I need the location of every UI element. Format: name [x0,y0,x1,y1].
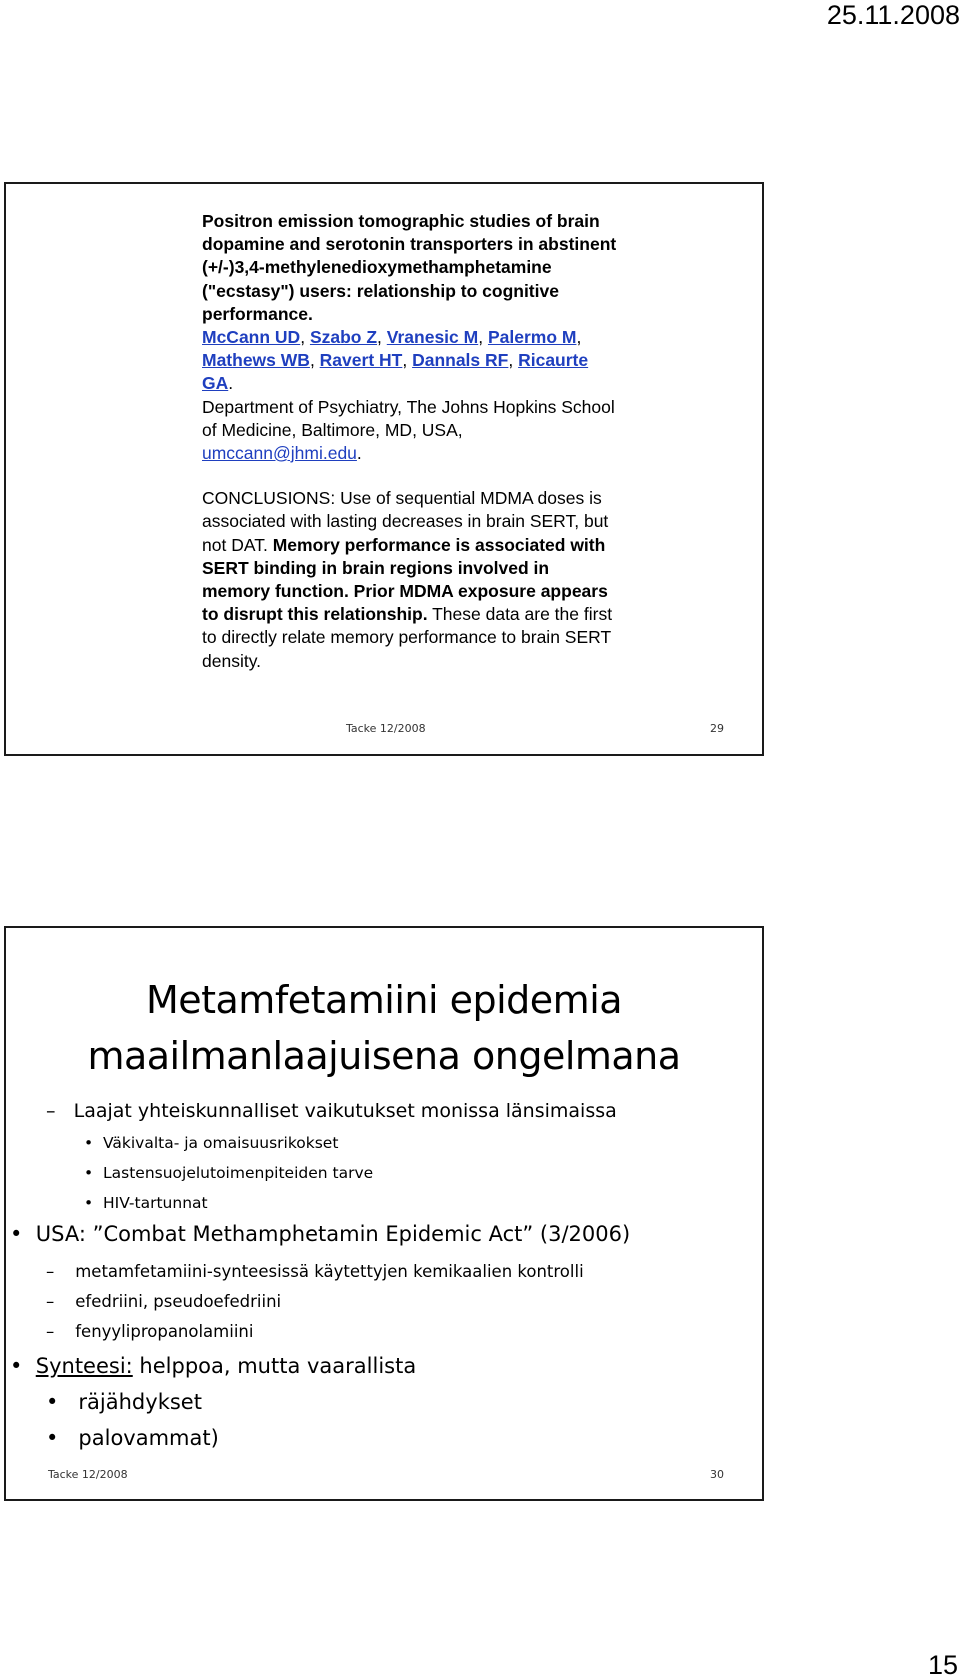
conclusions-intro: CONCLUSIONS: Use of sequential MDMA doses is associated with lasting decreases in brain SERT, but not DAT. [202,488,609,555]
author-link[interactable]: Mathews WB [202,350,310,371]
sub-bullet: • räjähdykset [46,1390,202,1414]
slide-30 [4,926,764,1501]
sub-bullet: • HIV-tartunnat [84,1194,208,1212]
conclusions-bold: Memory performance is associated with SERT binding in brain regions involved in memory function. Prior MDMA exposure appears to disrupt this relationship. [202,534,608,625]
page-number: 15 [927,1650,958,1680]
author-list: McCann UD, Szabo Z, Vranesic M, Palermo M, Mathews WB, Ravert HT, Dannals RF, Ricaurte GA. [202,327,589,394]
author-link[interactable]: Dannals RF [412,350,509,371]
article-title: Positron emission tomographic studies of brain dopamine and serotonin transporters in abstinent (+/-)3,4-methylenedioxymethamphetamine ("ecstasy") users: relationship to cognitive performance. [202,211,617,324]
slide-29-body [202,210,622,673]
dash-item: – efedriini, pseudoefedriini [46,1292,282,1311]
slide-footer: Tacke 12/2008 [48,1468,128,1481]
author-link[interactable]: Palermo M [487,327,577,348]
sub-bullet: • Lastensuojelutoimenpiteiden tarve [84,1164,374,1182]
slide-number: 30 [710,1468,724,1481]
email-link[interactable]: umccann@jhmi.edu [202,443,357,464]
author-link[interactable]: Vranesic M [386,327,479,348]
author-link[interactable]: Ravert HT [319,350,403,371]
dash-item: – fenyylipropanolamiini [46,1322,254,1341]
slide-29 [4,182,764,756]
synthesis-label: Synteesi: [35,1354,133,1378]
title-line-2: maailmanlaajuisena ongelmana [87,1034,681,1078]
slide-number: 29 [710,722,724,735]
conclusions [202,487,622,673]
author-link[interactable]: McCann UD [202,327,301,348]
dash-item: – metamfetamiini-synteesissä käytettyjen kemikaalien kontrolli [46,1262,584,1281]
affiliation-text: Department of Psychiatry, The Johns Hopkins School of Medicine, Baltimore, MD, USA, [202,396,615,440]
affiliation: Department of Psychiatry, The Johns Hopkins School of Medicine, Baltimore, MD, USA, umccann@jhmi.edu. [202,396,615,464]
page-date: 25.11.2008 [826,0,960,30]
slide-footer: Tacke 12/2008 [346,722,426,735]
dash-item: – Laajat yhteiskunnalliset vaikutukset monissa länsimaissa [46,1100,617,1122]
sub-bullet: • palovammat) [46,1426,219,1450]
slide-title [6,972,762,1084]
title-line-1: Metamfetamiini epidemia [145,978,623,1022]
author-link[interactable]: Ricaurte GA [202,350,589,394]
conclusions-end: These data are the first to directly relate memory performance to brain SERT density. [202,604,613,671]
sub-bullet: • Väkivalta- ja omaisuusrikokset [84,1134,339,1152]
author-link[interactable]: Szabo Z [309,327,378,348]
bullet-synthesis: • Synteesi: helppoa, mutta vaarallista [10,1354,417,1378]
bullet-usa: • USA: ”Combat Methamphetamin Epidemic Act” (3/2006) [10,1222,631,1246]
